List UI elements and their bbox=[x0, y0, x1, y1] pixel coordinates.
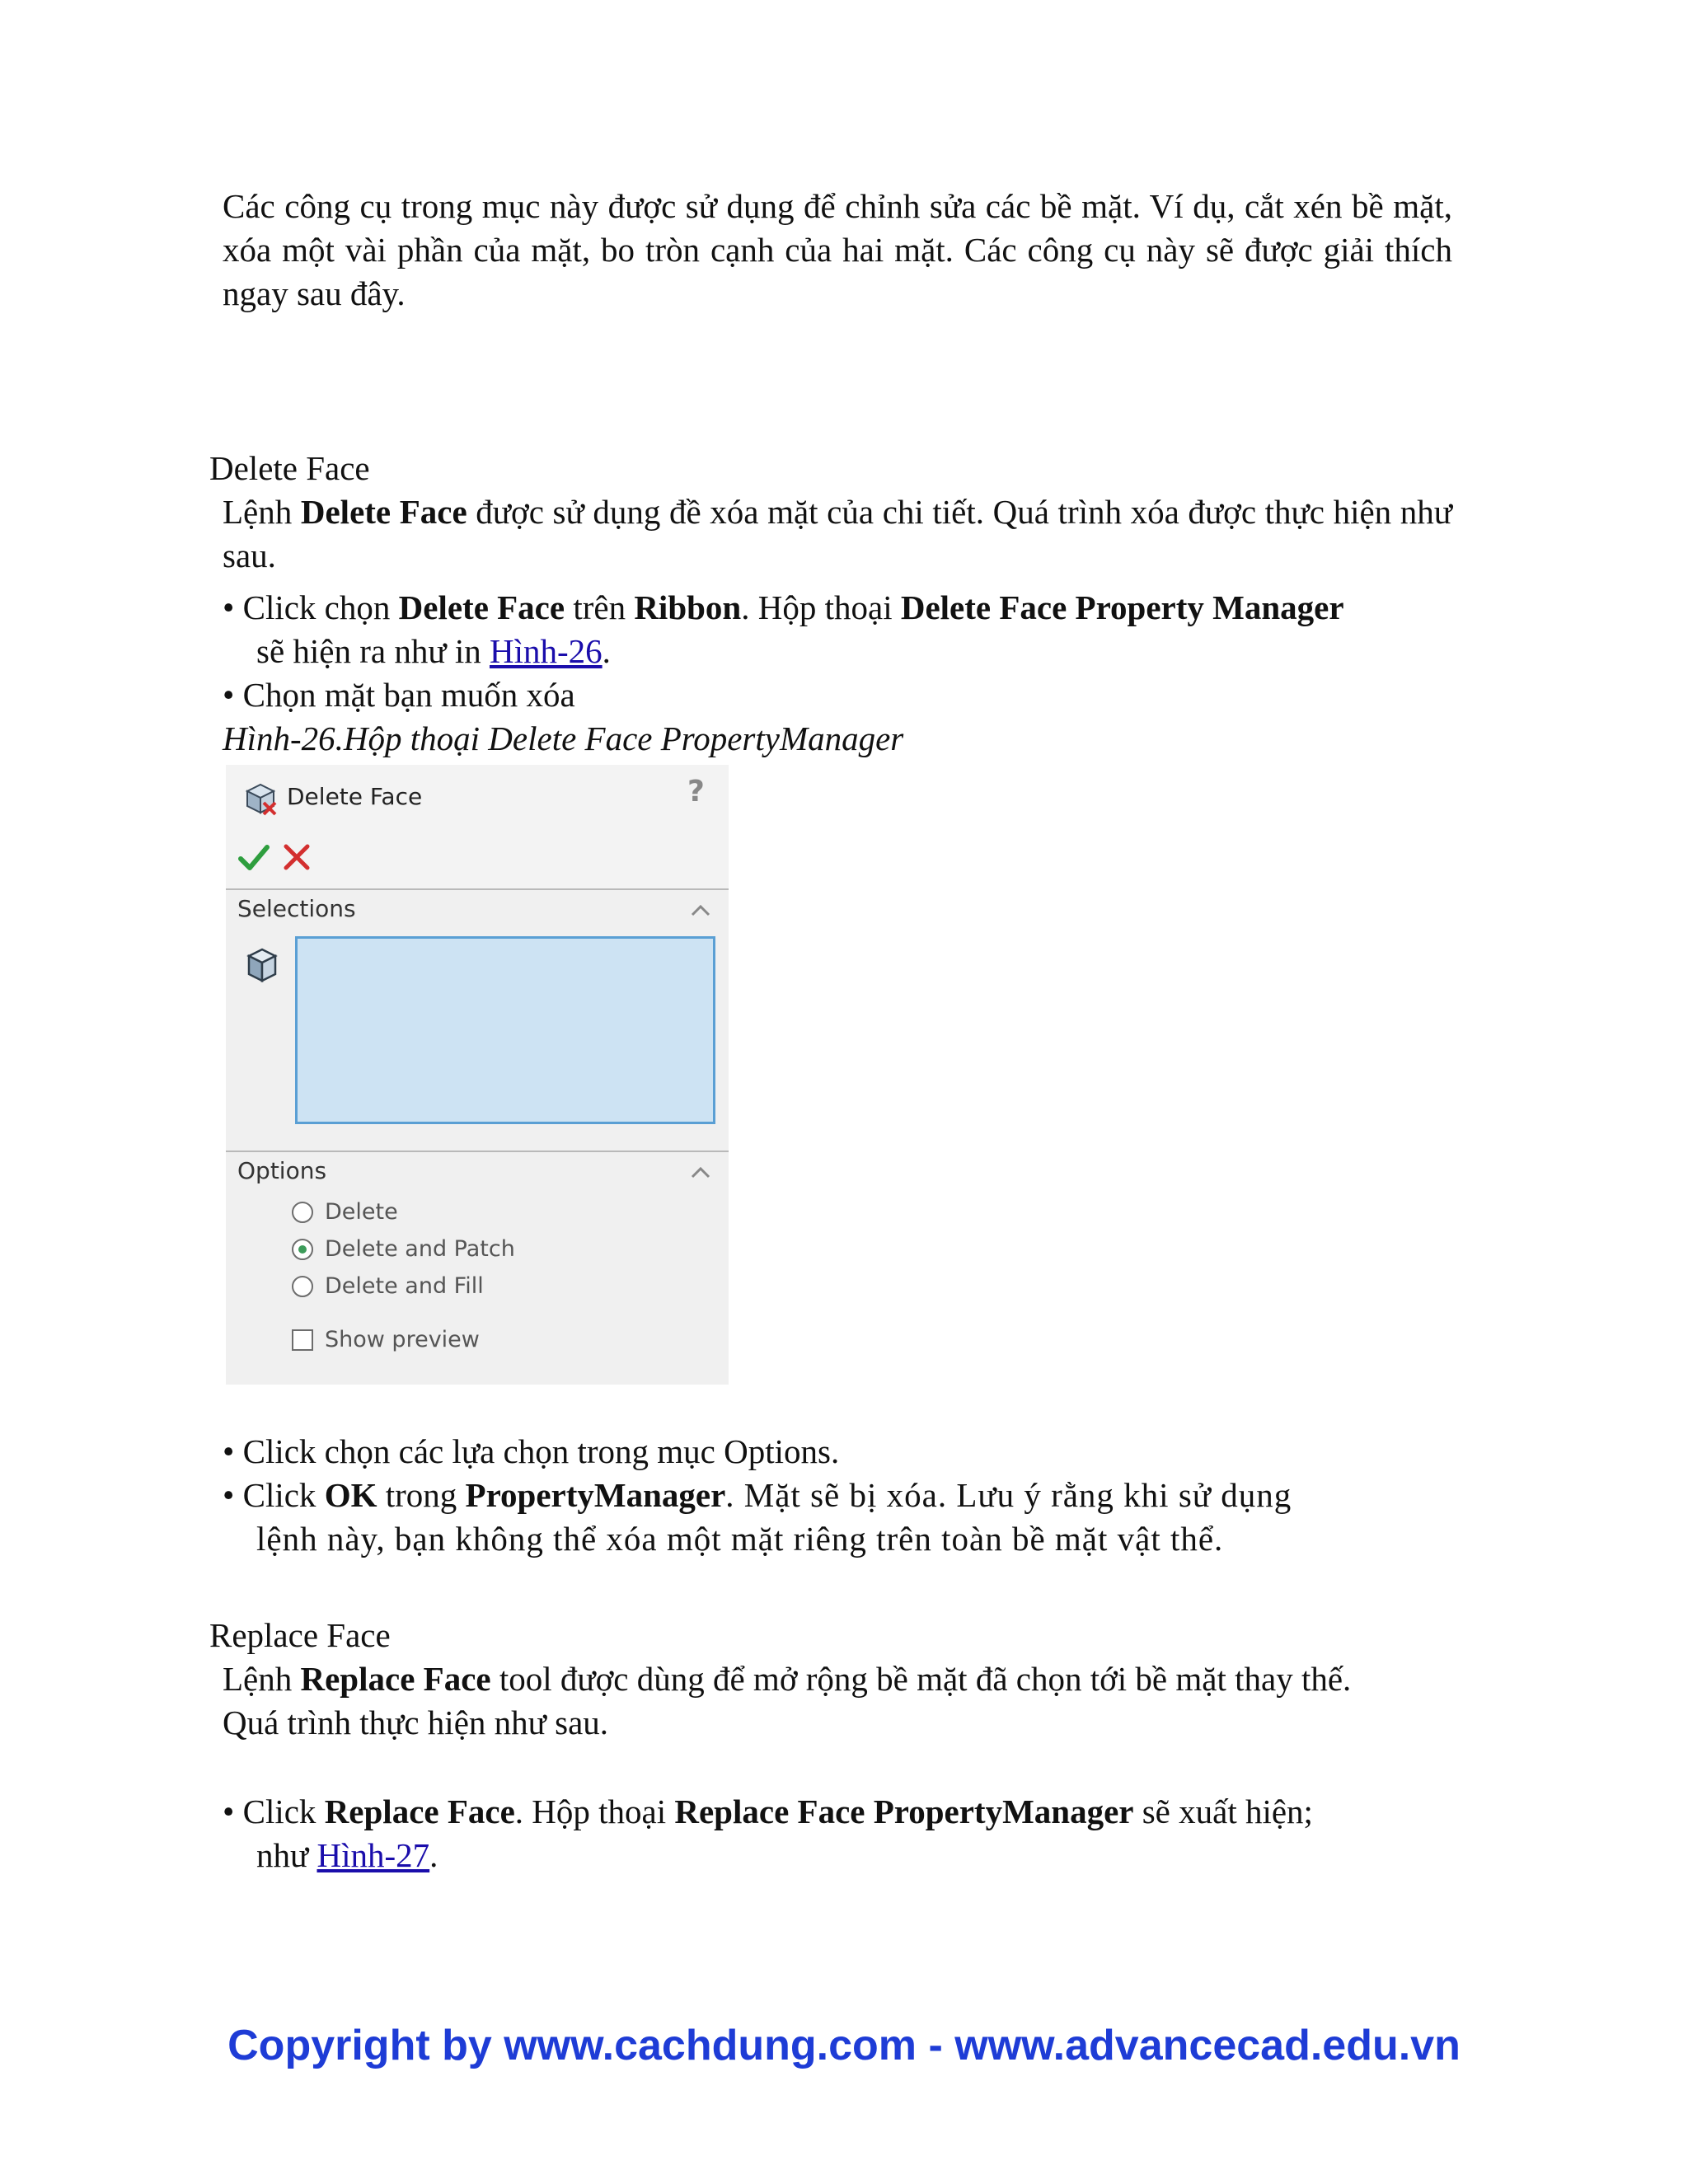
check-icon[interactable] bbox=[237, 841, 270, 874]
delete-face-bullet-2 bbox=[223, 673, 575, 717]
text-run: Lệnh bbox=[223, 1660, 301, 1698]
bold-run: OK bbox=[324, 1476, 377, 1514]
text-run: • Chọn mặt bạn muốn xóa bbox=[223, 676, 575, 714]
delete-face-heading bbox=[209, 447, 370, 490]
text-run: . Hộp thoại bbox=[741, 588, 901, 626]
checkbox-label: Show preview bbox=[325, 1327, 480, 1352]
delete-face-bullet-4 bbox=[223, 1474, 1459, 1561]
section-divider bbox=[226, 1151, 729, 1152]
bullet-continuation bbox=[223, 1834, 1459, 1877]
options-title: Options bbox=[237, 1157, 327, 1184]
show-preview-checkbox[interactable] bbox=[292, 1327, 480, 1352]
option-delete-and-fill[interactable] bbox=[292, 1273, 484, 1299]
replace-face-paragraph bbox=[223, 1657, 1459, 1745]
text-run: . bbox=[602, 632, 611, 670]
section-divider bbox=[226, 888, 729, 890]
text-run: Quá trình thực hiện như sau. bbox=[223, 1704, 609, 1741]
bold-run: Delete Face bbox=[398, 588, 565, 626]
text-run: • Click chọn bbox=[223, 588, 399, 626]
text-run: • Click chọn các lựa chọn trong mục Options. bbox=[223, 1432, 840, 1470]
text-run: sẽ xuất hiện; bbox=[1133, 1793, 1313, 1830]
delete-face-property-manager bbox=[226, 765, 729, 1385]
bold-run: PropertyManager bbox=[465, 1476, 726, 1514]
option-label: Delete bbox=[325, 1199, 398, 1225]
replace-face-heading-text: Replace Face bbox=[209, 1616, 391, 1654]
figure-26-caption bbox=[223, 717, 903, 761]
bullet-continuation bbox=[223, 1517, 1459, 1561]
x-icon[interactable] bbox=[280, 841, 313, 874]
text-run: trên bbox=[565, 588, 635, 626]
checkbox[interactable] bbox=[292, 1329, 313, 1351]
option-label: Delete and Fill bbox=[325, 1273, 484, 1299]
faces-selection-box[interactable] bbox=[295, 936, 715, 1124]
text-run: sẽ hiện ra như in bbox=[256, 632, 490, 670]
option-label: Delete and Patch bbox=[325, 1236, 515, 1262]
chevron-up-icon[interactable] bbox=[689, 1164, 712, 1180]
intro-paragraph bbox=[223, 185, 1452, 316]
text-run: • Click bbox=[223, 1476, 325, 1514]
replace-face-bullet-1 bbox=[223, 1790, 1459, 1877]
copyright-footer bbox=[0, 2021, 1688, 2070]
pm-title: Delete Face bbox=[287, 783, 423, 810]
text-run: . bbox=[429, 1836, 438, 1874]
text-run: lệnh này, bạn không thể xóa một mặt riêng trên toàn bề mặt vật thể. bbox=[256, 1520, 1224, 1558]
delete-face-paragraph bbox=[223, 490, 1452, 578]
text-run: . Hộp thoại bbox=[514, 1793, 675, 1830]
figure-27-link[interactable]: Hình-27 bbox=[316, 1836, 430, 1874]
delete-face-bullet-1 bbox=[223, 586, 1459, 673]
delete-face-icon bbox=[241, 780, 279, 818]
footer-text: Copyright by www.cachdung.com - www.advancecad.edu.vn bbox=[227, 2022, 1461, 2069]
bold-run: Replace Face bbox=[300, 1660, 491, 1698]
bullet-continuation bbox=[223, 630, 1459, 673]
radio-button[interactable] bbox=[292, 1276, 313, 1297]
text-run: như bbox=[256, 1836, 317, 1874]
caption-text: Hình-26.Hộp thoại Delete Face PropertyManager bbox=[223, 719, 904, 757]
text-run: • Click bbox=[223, 1793, 325, 1830]
text-run: được sử dụng đề xóa mặt của chi tiết. Quá trình xóa được thực hiện như sau. bbox=[223, 493, 1453, 574]
bold-run: Replace Face bbox=[324, 1793, 515, 1830]
bold-run: Ribbon bbox=[634, 588, 742, 626]
bold-run: Replace Face PropertyManager bbox=[674, 1793, 1134, 1830]
delete-face-bullet-3 bbox=[223, 1430, 839, 1474]
radio-button[interactable] bbox=[292, 1202, 313, 1223]
radio-button-selected[interactable] bbox=[292, 1239, 313, 1260]
help-button[interactable]: ? bbox=[687, 775, 705, 808]
bold-run: Delete Face bbox=[300, 493, 467, 531]
replace-face-heading bbox=[209, 1614, 391, 1657]
text-run: trong bbox=[377, 1476, 466, 1514]
selections-title: Selections bbox=[237, 895, 356, 922]
intro-text: Các công cụ trong mục này được sử dụng để chỉnh sửa các bề mặt. Ví dụ, cắt xén bề mặt, xóa một vài phần của mặt, bo tròn cạnh của hai mặt. Các công cụ này sẽ được giải thích ngay sau đây. bbox=[223, 187, 1452, 312]
figure-26-link[interactable]: Hình-26 bbox=[489, 632, 603, 670]
text-run: Lệnh bbox=[223, 493, 301, 531]
text-run: . Mặt sẽ bị xóa. Lưu ý rằng khi sử dụng bbox=[725, 1476, 1292, 1514]
text-run: tool được dùng để mở rộng bề mặt đã chọn tới bề mặt thay thế. bbox=[490, 1660, 1352, 1698]
option-delete-and-patch[interactable] bbox=[292, 1236, 515, 1262]
face-cube-icon bbox=[244, 944, 280, 986]
delete-face-heading-text: Delete Face bbox=[209, 449, 370, 487]
option-delete[interactable] bbox=[292, 1199, 398, 1225]
bold-run: Delete Face Property Manager bbox=[900, 588, 1344, 626]
chevron-up-icon[interactable] bbox=[689, 902, 712, 918]
